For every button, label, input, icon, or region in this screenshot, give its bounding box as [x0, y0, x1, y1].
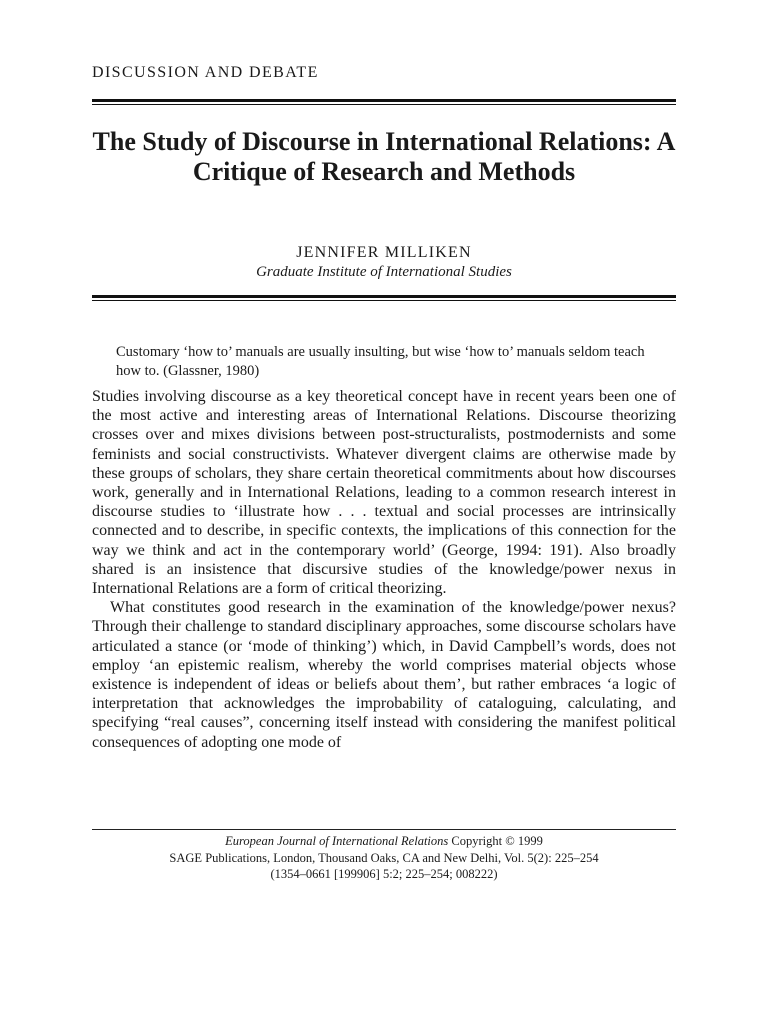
footer-rule — [92, 829, 676, 830]
publisher-line: SAGE Publications, London, Thousand Oaks, CA and New Delhi, Vol. 5(2): 225–254 — [169, 850, 599, 865]
body-paragraph: Studies involving discourse as a key theoretical concept have in recent years been one of the most active and interesting areas of International Relations. Discourse theorizing crosses over and mixes divisions between post-structuralists, postmodernists and some feminists and social constructivists. Whatever divergent claims are otherwise made by these groups of scholars, they share certain theoretical commitments about how discourses work, generally and in International Relations, leading to a common research interest in discourse studies to ‘illustrate how . . . textual and social processes are intrinsically connected and to describe, in specific contexts, the implications of this connection for the way we think and act in the contemporary world’ (George, 1994: 191). Also broadly shared is an insistence that discursive studies of the knowledge/power nexus in International Relations are a form of critical theorizing. — [92, 388, 676, 598]
article-title: The Study of Discourse in International Relations: A Critique of Research and Methods — [92, 127, 676, 186]
header-rule — [92, 99, 676, 105]
footer-line-journal — [92, 833, 676, 850]
title-rule — [92, 295, 676, 301]
author-affiliation: Graduate Institute of International Studies — [256, 264, 512, 280]
publication-footer — [92, 833, 676, 883]
epigraph: Customary ‘how to’ manuals are usually insulting, but wise ‘how to’ manuals seldom teach how to. (Glassner, 1980) — [116, 344, 645, 379]
article-code: (1354–0661 [199906] 5:2; 225–254; 008222) — [270, 867, 498, 881]
copyright-notice: Copyright © 1999 — [451, 834, 543, 848]
article-body — [92, 387, 676, 752]
journal-name: European Journal of International Relations — [225, 834, 449, 848]
body-paragraph: What constitutes good research in the examination of the knowledge/power nexus? Through their challenge to standard disciplinary approaches, some discourse scholars have articulated a stance (or ‘mode of thinking’) which, in David Campbell’s words, does not employ ‘an epistemic realism, whereby the world comprises material objects whose existence is independent of ideas or beliefs about them’, but rather embraces ‘a logic of interpretation that acknowledges the improbability of cataloguing, calculating, and specifying “real causes”, concerning itself instead with considering the manifest political consequences of adopting one mode of — [92, 599, 676, 751]
author-name: JENNIFER MILLIKEN — [296, 244, 472, 261]
section-label: DISCUSSION AND DEBATE — [92, 64, 319, 81]
